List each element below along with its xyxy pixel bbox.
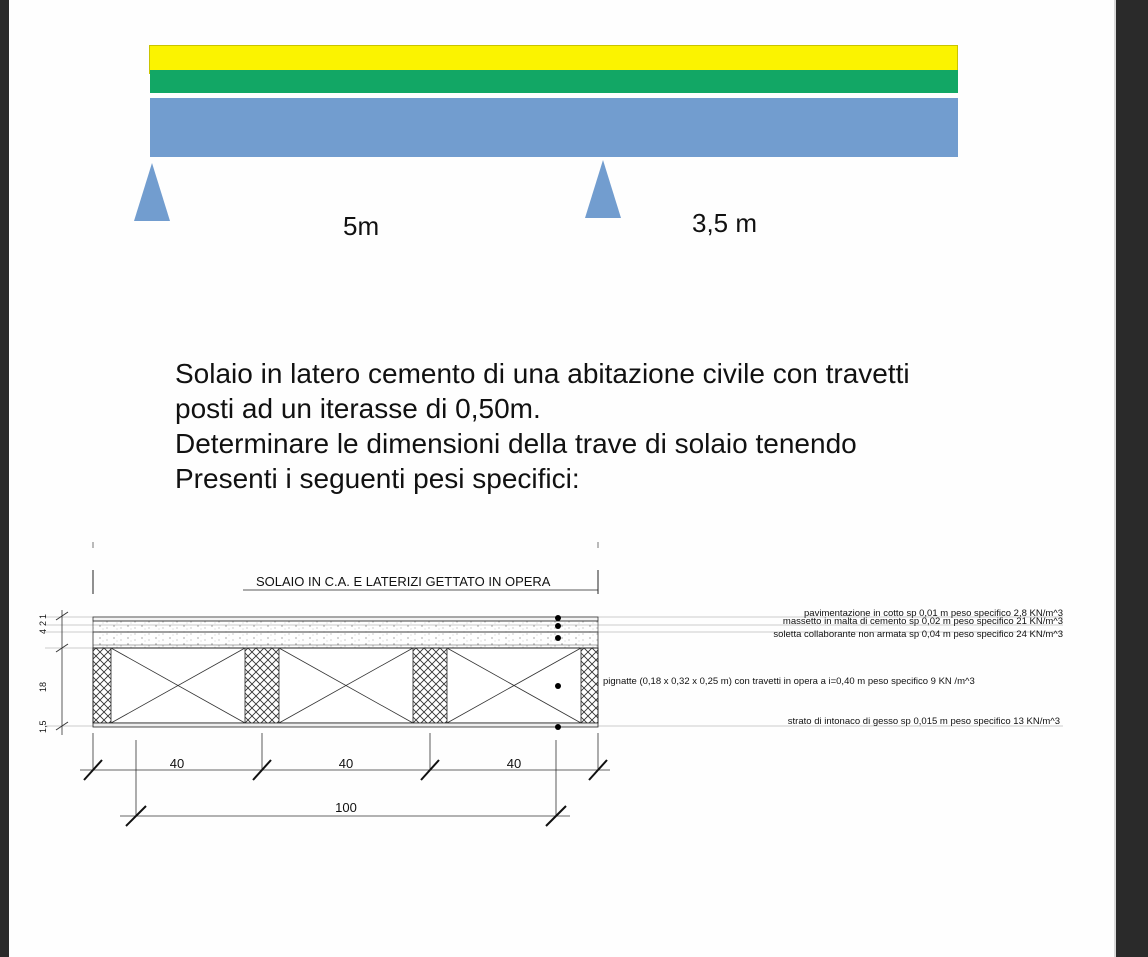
beam-layer-screed [150, 70, 958, 93]
dim-total: 100 [335, 800, 357, 815]
problem-line: Presenti i seguenti pesi specifici: [175, 463, 580, 494]
layer-label-plaster: strato di intonaco di gesso sp 0,015 m peso specifico 13 KN/m^3 [787, 716, 1060, 727]
span-right-label: 3,5 m [692, 208, 758, 238]
dim-flooring: 4 [38, 628, 48, 634]
dim-bottom-2: 40 [338, 756, 354, 771]
span-left-label: 5m [343, 211, 380, 241]
dim-bottom-1: 40 [169, 756, 185, 771]
problem-line: Solaio in latero cemento di una abitazione civile con travetti [175, 358, 910, 389]
layer-label-blocks: pignatte (0,18 x 0,32 x 0,25 m) con travetti in opera a i=0,40 m peso specifico 9 KN /m^3 [603, 676, 975, 687]
layer-label-flooring: pavimentazione in cotto sp 0,01 m peso specifico 2,8 KN/m^3 [804, 608, 1063, 619]
support-middle-icon [583, 158, 623, 220]
problem-line: posti ad un iterasse di 0,50m. [175, 393, 541, 424]
dim-screed: 2 [38, 620, 48, 626]
slab-section-drawing [0, 530, 1100, 840]
section-title: SOLAIO IN C.A. E LATERIZI GETTATO IN OPERA [256, 574, 551, 589]
support-left-icon [132, 161, 172, 223]
dim-blocks: 18 [38, 681, 48, 692]
problem-line: Determinare le dimensioni della trave di solaio tenendo [175, 428, 857, 459]
layer-label-slab: soletta collaborante non armata sp 0,04 m peso specifico 24 KN/m^3 [773, 629, 1063, 640]
problem-statement [175, 356, 1075, 496]
dim-plaster: 1,5 [38, 720, 48, 733]
dim-bottom-3: 40 [506, 756, 522, 771]
beam-layer-slab [150, 98, 958, 157]
layer-label-screed: massetto in malta di cemento sp 0,02 m peso specifico 21 KN/m^3 [782, 616, 1063, 627]
dim-slab: 1 [38, 613, 48, 619]
right-screen-edge [1116, 0, 1148, 957]
